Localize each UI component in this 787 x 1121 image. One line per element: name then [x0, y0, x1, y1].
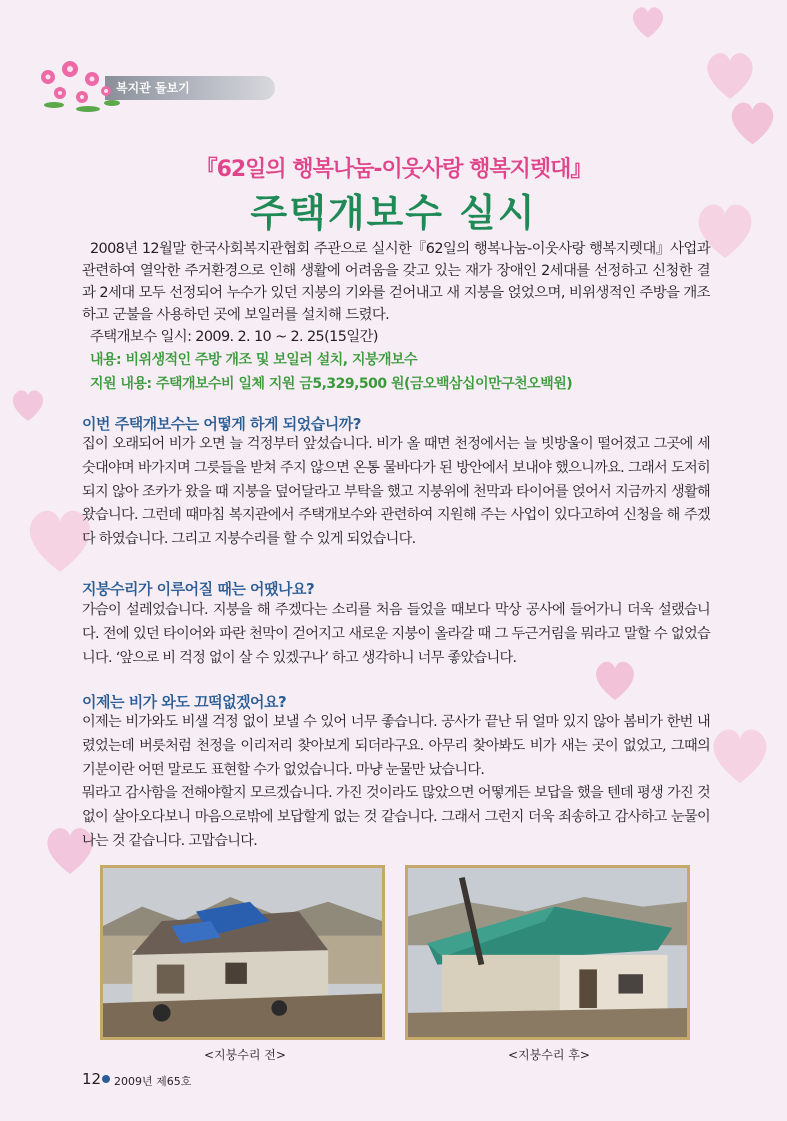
photo-after-caption: <지붕수리 후> — [508, 1048, 590, 1062]
heart-decoration-top-right — [628, 2, 668, 42]
heart-decoration-right-2 — [725, 95, 780, 150]
intro-block — [82, 238, 710, 348]
answer-3: 이제는 비가와도 비샐 걱정 없이 보낼 수 있어 너무 좋습니다. 공사가 끝난 뒤 얼마 있지 않아 봄비가 한번 내렸었는데 버릇처럼 천정을 이리저리 찾아보게 되더라구요. 아무리 찾아봐도 비가 새는 곳이 없었고, 그때의 기분이란 어떤 말로도 표현할 수가 없었습니다. 마냥 눈물만 났습니다. — [82, 714, 710, 778]
issue-label: 2009년 제65호 — [114, 1075, 192, 1088]
answer-1: 집이 오래되어 비가 오면 늘 걱정부터 앞섰습니다. 비가 올 때면 천정에서는 늘 빗방울이 떨어졌고 그곳에 세숫대야며 바가지며 그릇들을 받쳐 주지 않으면 온통 물바다가 된 방안에서 보내야 했으니까요. 그래서 도저히 되지 않아 조카가 왔을 때 지붕을 덮어달라고 부탁을 했고 지붕위에 천막과 타이어를 얹어서 지금까지 생활해 왔습니다. 그런데 때마침 복지관에서 주택개보수와 관련하여 지원해 주는 사업이 있다고하여 신청을 해 주겠다 하였습니다. 그리고 지붕수리를 할 수 있게 되었습니다. — [82, 436, 710, 548]
photo-before-caption: <지붕수리 전> — [204, 1048, 286, 1062]
question-2: 지붕수리가 이루어질 때는 어땠나요? — [82, 580, 315, 598]
article-subtitle: 『62일의 행복나눔-이웃사랑 행복지렛대』 — [195, 157, 592, 182]
question-3: 이제는 비가 와도 끄떡없겠어요? — [82, 693, 287, 711]
intro-content: 내용: 비위생적인 주방 개조 및 보일러 설치, 지붕개보수 — [90, 352, 418, 368]
intro-period: 주택개보수 일시: 2009. 2. 10 ~ 2. 25(15일간) — [90, 329, 378, 345]
answer-3-continued: 뭐라고 감사함을 전해야할지 모르겠습니다. 가진 것이라도 많았으면 어떻게든 보답을 했을 텐데 평생 가진 것 없이 살아오다보니 마음으로밖에 보답할게 없는 것 같습니다. 그래서 그런지 더욱 죄송하고 감사하고 눈물이 나는 것 같습니다. 고맙습니다. — [82, 785, 710, 849]
section-label: 복지관 돌보기 — [116, 81, 190, 95]
photo-before-repair — [100, 865, 385, 1040]
intro-support: 지원 내용: 주택개보수비 일체 지원 금5,329,500 원(금오백삼십이만구천오백원) — [90, 376, 573, 392]
page-number: 12 — [82, 1070, 102, 1088]
question-1: 이번 주택개보수는 어떻게 하게 되었습니까? — [82, 415, 361, 433]
footer-bullet-icon — [102, 1075, 110, 1083]
heart-decoration-left-1 — [8, 385, 48, 425]
article-title: 주택개보수 실시 — [250, 190, 537, 235]
flowers-icon — [30, 55, 130, 115]
intro-paragraph: 2008년 12월말 한국사회복지관협회 주관으로 실시한『62일의 행복나눔-이웃사랑 행복지렛대』사업과 관련하여 열악한 주거환경으로 인해 생활에 어려움을 갖고 있는 재가 장애인 2세대를 선정하고 신청한 결과 2세대 모두 선정되어 누수가 있던 지붕의 기와를 걷어내고 새 지붕을 얹었으며, 비위생적인 주방을 개조하고 군불을 사용하던 곳에 보일러를 설치해 드렸다. — [82, 241, 710, 323]
photo-after-repair — [405, 865, 690, 1040]
answer-2: 가슴이 설레었습니다. 지붕을 해 주겠다는 소리를 처음 들었을 때보다 막상 공사에 들어가니 더욱 설랬습니다. 전에 있던 타이어와 파란 천막이 걷어지고 새로운 지붕이 올라갈 때 그 두근거림을 뭐라고 말할 수 없었습니다. ‘앞으로 비 걱정 없이 살 수 있겠구나’ 하고 생각하니 너무 좋았습니다. — [82, 602, 710, 666]
heart-decoration-right-5 — [705, 720, 775, 790]
